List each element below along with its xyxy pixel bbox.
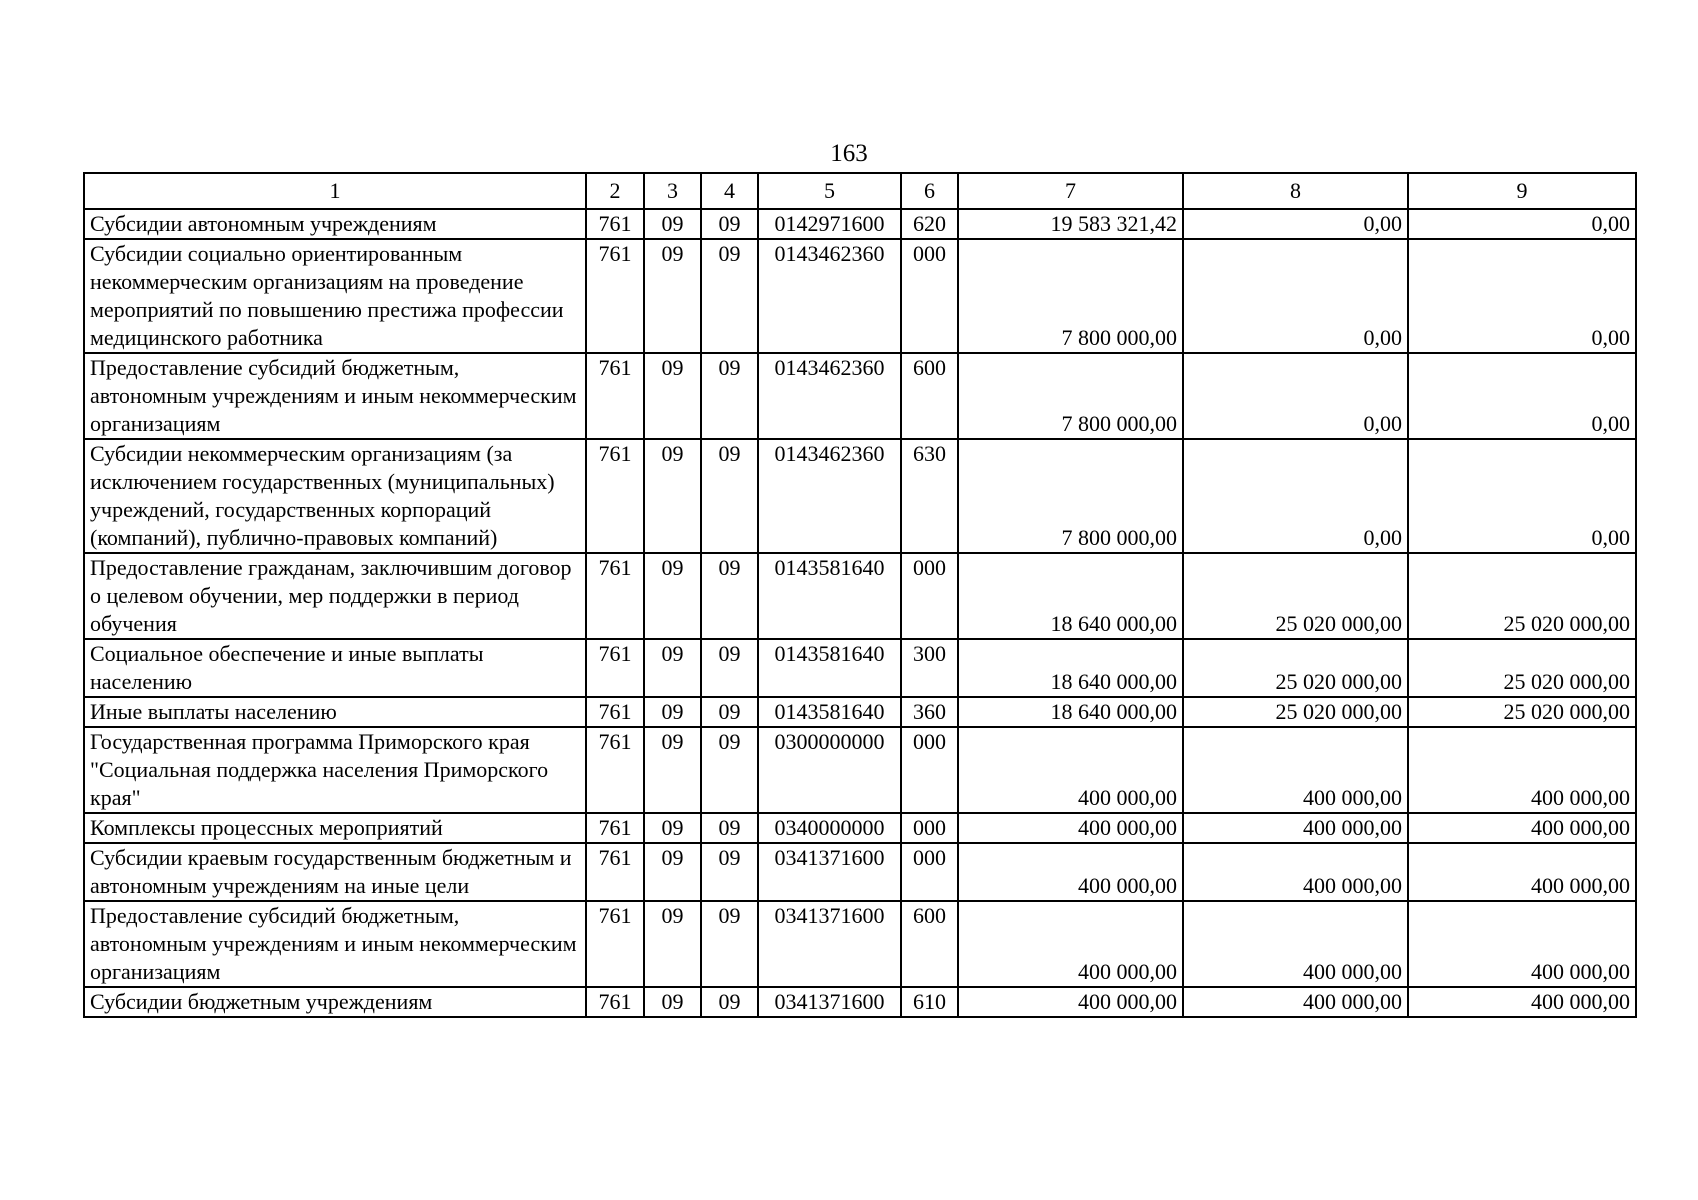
row-name-cell: Субсидии некоммерческим организациям (за исключением государственных (муниципальных) учреждений, государственных корпораций (компаний), публично-правовых компаний) xyxy=(84,439,586,553)
code-col-5-cell: 0340000000 xyxy=(758,813,901,843)
amount-col-8-cell: 25 020 000,00 xyxy=(1183,553,1408,639)
code-col-6-cell: 360 xyxy=(901,697,958,727)
amount-col-7-cell: 18 640 000,00 xyxy=(958,697,1183,727)
amount-col-8-cell: 400 000,00 xyxy=(1183,727,1408,813)
code-col-4-cell: 09 xyxy=(701,987,758,1017)
code-col-5-cell: 0341371600 xyxy=(758,843,901,901)
code-col-4-cell: 09 xyxy=(701,813,758,843)
amount-col-7-cell: 18 640 000,00 xyxy=(958,553,1183,639)
code-col-4-cell: 09 xyxy=(701,553,758,639)
amount-col-8-cell: 0,00 xyxy=(1183,239,1408,353)
table-row xyxy=(84,697,1636,727)
table-row xyxy=(84,553,1636,639)
code-col-6-cell: 000 xyxy=(901,239,958,353)
code-col-4-cell: 09 xyxy=(701,697,758,727)
table-header-row xyxy=(84,173,1636,209)
code-col-4-cell: 09 xyxy=(701,727,758,813)
code-col-4-cell: 09 xyxy=(701,239,758,353)
code-col-3-cell: 09 xyxy=(644,639,701,697)
amount-col-7-cell: 400 000,00 xyxy=(958,987,1183,1017)
code-col-3-cell: 09 xyxy=(644,239,701,353)
code-col-3-cell: 09 xyxy=(644,439,701,553)
amount-col-9-cell: 400 000,00 xyxy=(1408,813,1636,843)
amount-col-9-cell: 25 020 000,00 xyxy=(1408,553,1636,639)
code-col-6-cell: 300 xyxy=(901,639,958,697)
row-name-cell: Предоставление субсидий бюджетным, автономным учреждениям и иным некоммерческим организациям xyxy=(84,901,586,987)
code-col-4-cell: 09 xyxy=(701,209,758,239)
row-name-cell: Государственная программа Приморского края "Социальная поддержка населения Приморского края" xyxy=(84,727,586,813)
code-col-3-cell: 09 xyxy=(644,843,701,901)
column-header: 4 xyxy=(701,173,758,209)
code-col-2-cell: 761 xyxy=(586,901,644,987)
amount-col-8-cell: 0,00 xyxy=(1183,353,1408,439)
code-col-6-cell: 000 xyxy=(901,813,958,843)
amount-col-7-cell: 7 800 000,00 xyxy=(958,353,1183,439)
table-row xyxy=(84,353,1636,439)
table-row xyxy=(84,901,1636,987)
amount-col-7-cell: 400 000,00 xyxy=(958,813,1183,843)
code-col-4-cell: 09 xyxy=(701,901,758,987)
column-header: 6 xyxy=(901,173,958,209)
amount-col-9-cell: 400 000,00 xyxy=(1408,727,1636,813)
table-body xyxy=(84,209,1636,1017)
row-name-cell: Субсидии краевым государственным бюджетным и автономным учреждениям на иные цели xyxy=(84,843,586,901)
column-header: 7 xyxy=(958,173,1183,209)
table-row xyxy=(84,987,1636,1017)
amount-col-9-cell: 400 000,00 xyxy=(1408,843,1636,901)
amount-col-7-cell: 400 000,00 xyxy=(958,843,1183,901)
code-col-3-cell: 09 xyxy=(644,553,701,639)
code-col-3-cell: 09 xyxy=(644,727,701,813)
amount-col-9-cell: 0,00 xyxy=(1408,239,1636,353)
code-col-2-cell: 761 xyxy=(586,697,644,727)
table-row xyxy=(84,239,1636,353)
amount-col-9-cell: 400 000,00 xyxy=(1408,987,1636,1017)
row-name-cell: Субсидии социально ориентированным некоммерческим организациям на проведение мероприятий по повышению престижа профессии медицинского работника xyxy=(84,239,586,353)
amount-col-8-cell: 400 000,00 xyxy=(1183,813,1408,843)
code-col-6-cell: 000 xyxy=(901,843,958,901)
code-col-3-cell: 09 xyxy=(644,813,701,843)
table-row xyxy=(84,639,1636,697)
amount-col-9-cell: 0,00 xyxy=(1408,209,1636,239)
code-col-2-cell: 761 xyxy=(586,439,644,553)
code-col-5-cell: 0143581640 xyxy=(758,639,901,697)
amount-col-8-cell: 400 000,00 xyxy=(1183,901,1408,987)
amount-col-7-cell: 7 800 000,00 xyxy=(958,439,1183,553)
amount-col-7-cell: 400 000,00 xyxy=(958,901,1183,987)
code-col-6-cell: 600 xyxy=(901,901,958,987)
page-number: 163 xyxy=(830,140,868,167)
amount-col-9-cell: 400 000,00 xyxy=(1408,901,1636,987)
row-name-cell: Иные выплаты населению xyxy=(84,697,586,727)
amount-col-7-cell: 18 640 000,00 xyxy=(958,639,1183,697)
amount-col-9-cell: 0,00 xyxy=(1408,353,1636,439)
amount-col-9-cell: 25 020 000,00 xyxy=(1408,697,1636,727)
column-header: 3 xyxy=(644,173,701,209)
amount-col-7-cell: 19 583 321,42 xyxy=(958,209,1183,239)
amount-col-8-cell: 0,00 xyxy=(1183,209,1408,239)
table-row xyxy=(84,843,1636,901)
row-name-cell: Предоставление гражданам, заключившим договор о целевом обучении, мер поддержки в период обучения xyxy=(84,553,586,639)
column-header: 1 xyxy=(84,173,586,209)
code-col-5-cell: 0143462360 xyxy=(758,239,901,353)
code-col-3-cell: 09 xyxy=(644,901,701,987)
code-col-5-cell: 0142971600 xyxy=(758,209,901,239)
code-col-5-cell: 0143581640 xyxy=(758,553,901,639)
row-name-cell: Комплексы процессных мероприятий xyxy=(84,813,586,843)
code-col-2-cell: 761 xyxy=(586,553,644,639)
code-col-2-cell: 761 xyxy=(586,353,644,439)
code-col-5-cell: 0143462360 xyxy=(758,439,901,553)
column-header: 9 xyxy=(1408,173,1636,209)
amount-col-7-cell: 400 000,00 xyxy=(958,727,1183,813)
table-row xyxy=(84,813,1636,843)
table-row xyxy=(84,439,1636,553)
code-col-2-cell: 761 xyxy=(586,639,644,697)
code-col-3-cell: 09 xyxy=(644,353,701,439)
code-col-6-cell: 630 xyxy=(901,439,958,553)
row-name-cell: Социальное обеспечение и иные выплаты населению xyxy=(84,639,586,697)
code-col-2-cell: 761 xyxy=(586,843,644,901)
code-col-6-cell: 620 xyxy=(901,209,958,239)
code-col-5-cell: 0341371600 xyxy=(758,987,901,1017)
code-col-2-cell: 761 xyxy=(586,727,644,813)
code-col-4-cell: 09 xyxy=(701,639,758,697)
amount-col-9-cell: 25 020 000,00 xyxy=(1408,639,1636,697)
column-header: 2 xyxy=(586,173,644,209)
code-col-6-cell: 000 xyxy=(901,553,958,639)
column-header: 5 xyxy=(758,173,901,209)
budget-table xyxy=(83,172,1637,1018)
code-col-2-cell: 761 xyxy=(586,209,644,239)
column-header: 8 xyxy=(1183,173,1408,209)
code-col-4-cell: 09 xyxy=(701,843,758,901)
code-col-3-cell: 09 xyxy=(644,209,701,239)
code-col-5-cell: 0143462360 xyxy=(758,353,901,439)
amount-col-8-cell: 400 000,00 xyxy=(1183,843,1408,901)
amount-col-8-cell: 0,00 xyxy=(1183,439,1408,553)
amount-col-8-cell: 25 020 000,00 xyxy=(1183,697,1408,727)
table-row xyxy=(84,209,1636,239)
code-col-2-cell: 761 xyxy=(586,813,644,843)
amount-col-7-cell: 7 800 000,00 xyxy=(958,239,1183,353)
code-col-4-cell: 09 xyxy=(701,353,758,439)
code-col-2-cell: 761 xyxy=(586,987,644,1017)
table-row xyxy=(84,727,1636,813)
code-col-6-cell: 610 xyxy=(901,987,958,1017)
amount-col-8-cell: 25 020 000,00 xyxy=(1183,639,1408,697)
code-col-5-cell: 0341371600 xyxy=(758,901,901,987)
code-col-2-cell: 761 xyxy=(586,239,644,353)
code-col-3-cell: 09 xyxy=(644,987,701,1017)
code-col-3-cell: 09 xyxy=(644,697,701,727)
code-col-6-cell: 000 xyxy=(901,727,958,813)
row-name-cell: Субсидии бюджетным учреждениям xyxy=(84,987,586,1017)
amount-col-8-cell: 400 000,00 xyxy=(1183,987,1408,1017)
code-col-6-cell: 600 xyxy=(901,353,958,439)
code-col-5-cell: 0143581640 xyxy=(758,697,901,727)
row-name-cell: Субсидии автономным учреждениям xyxy=(84,209,586,239)
code-col-4-cell: 09 xyxy=(701,439,758,553)
amount-col-9-cell: 0,00 xyxy=(1408,439,1636,553)
row-name-cell: Предоставление субсидий бюджетным, автономным учреждениям и иным некоммерческим организациям xyxy=(84,353,586,439)
code-col-5-cell: 0300000000 xyxy=(758,727,901,813)
